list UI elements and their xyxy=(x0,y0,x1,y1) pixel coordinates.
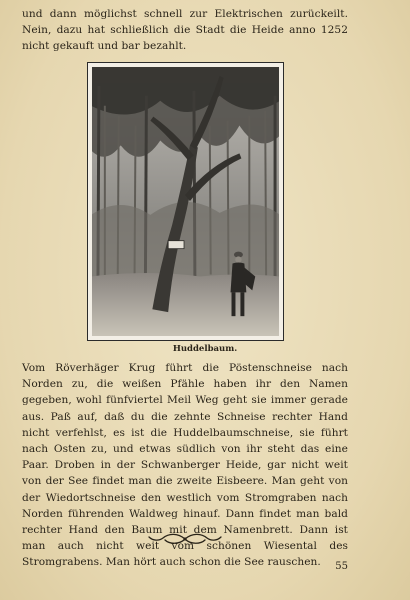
page-number: 55 xyxy=(335,561,348,572)
paragraph-directions: Vom Röverhäger Krug führt die Pöstenschneise nach Norden zu, die weißen Pfähle haben ihr den Namen gegeben, wohl fünfviertel Meil Weg geht sie immer gerade aus. Paß auf, daß du die zehnte Schneise rechter Hand nicht verfehlst, es ist die Huddelbaumschneise, sie führt nach Osten zu, und etwas südlich von ihr steht das eine Paar. Droben in der Schwanberger Heide, gar nicht weit von der See findet man die zweite Eisbeere. Man geht von der Wiedortschneise den westlich vom Stromgraben nach Norden führenden Waldweg hinauf. Dann findet man bald rechter Hand den Baum mit dem Namenbrett. Dann ist man auch nicht weit vom schönen Wiesental des Stromgrabens. Man hört auch schon die See rauschen. xyxy=(22,362,348,569)
paragraph-intro: und dann möglichst schnell zur Elektrischen zurückeilt. Nein, dazu hat schließlich die Stadt die Heide anno 1252 nicht gekauft und bar bezahlt. xyxy=(22,8,348,53)
photo-caption: Huddelbaum. xyxy=(172,344,238,354)
forest-tree-photo xyxy=(91,66,280,337)
decorative-ornament xyxy=(145,532,225,546)
huddelbaum-photo xyxy=(87,62,284,341)
